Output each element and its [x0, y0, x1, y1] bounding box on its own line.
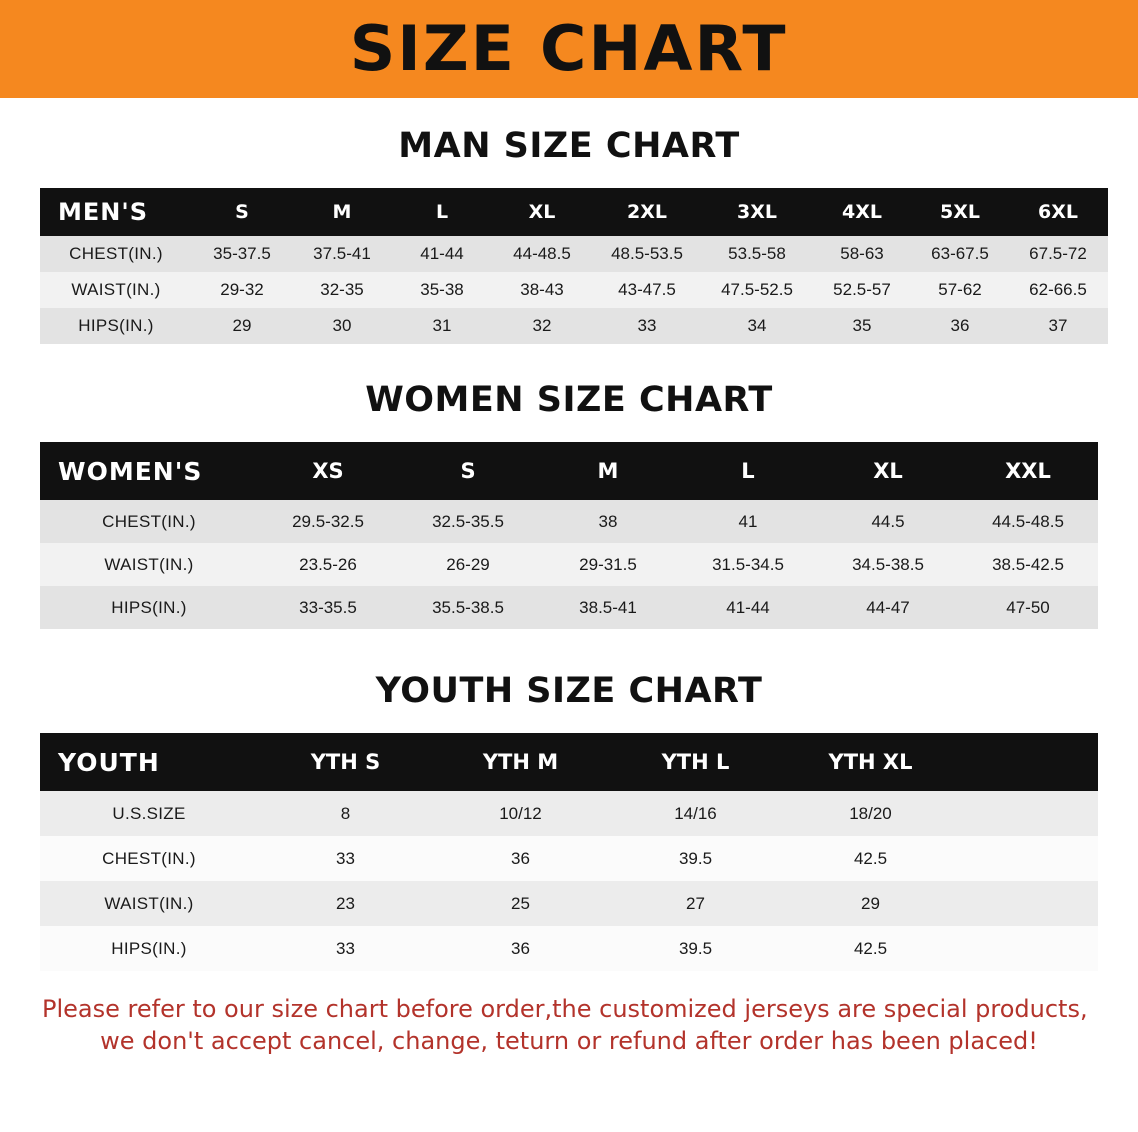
man-header-cell-7: 4XL — [812, 188, 912, 236]
women-cell-2-5: 47-50 — [1006, 597, 1050, 617]
man-header-cell-8: 5XL — [912, 188, 1008, 236]
youth-cell-0-2: 14/16 — [674, 803, 717, 823]
youth-header-cell-4: YTH XL — [783, 733, 958, 791]
man-cell-0-1: 37.5-41 — [313, 244, 371, 263]
table-row — [40, 236, 1108, 272]
youth-cell-0-spacer — [958, 791, 1098, 836]
women-cell-2-0: 33-35.5 — [299, 597, 357, 617]
women-cell-0-2: 38 — [598, 511, 618, 531]
youth-cell-2-3: 29 — [861, 893, 880, 913]
youth-cell-3-1: 36 — [511, 938, 530, 958]
women-cell-1-4: 34.5-38.5 — [852, 554, 924, 574]
women-size-table — [40, 442, 1098, 629]
man-section-title: MAN SIZE CHART — [398, 126, 740, 166]
women-cell-1-5: 38.5-42.5 — [992, 554, 1064, 574]
women-header-cell-2: S — [398, 442, 538, 500]
man-header-cell-0: MEN'S — [40, 188, 192, 236]
man-header-cell-5: 2XL — [592, 188, 702, 236]
man-cell-0-8: 67.5-72 — [1029, 244, 1087, 263]
man-cell-0-7: 63-67.5 — [931, 244, 989, 263]
youth-cell-2-spacer — [958, 881, 1098, 926]
man-cell-0-6: 58-63 — [840, 244, 884, 263]
youth-row-3-label: HIPS(IN.) — [111, 938, 187, 958]
women-cell-0-3: 41 — [738, 511, 758, 531]
man-cell-0-3: 44-48.5 — [513, 244, 571, 263]
man-cell-2-1: 30 — [332, 316, 352, 335]
table-row — [40, 881, 1098, 926]
man-cell-2-4: 33 — [637, 316, 657, 335]
man-row-2-label: HIPS(IN.) — [78, 316, 154, 335]
women-header-cell-0: WOMEN'S — [40, 442, 258, 500]
women-header-cell-4: L — [678, 442, 818, 500]
youth-header-cell-0: YOUTH — [40, 733, 258, 791]
man-row-1-label: WAIST(IN.) — [71, 280, 161, 299]
youth-cell-1-3: 42.5 — [853, 848, 888, 868]
women-row-1-label: WAIST(IN.) — [104, 554, 194, 574]
table-row — [40, 791, 1098, 836]
women-table-header-row — [40, 442, 1098, 500]
women-cell-0-1: 32.5-35.5 — [432, 511, 504, 531]
youth-table-header-row — [40, 733, 1098, 791]
man-cell-1-7: 57-62 — [938, 280, 982, 299]
man-cell-2-6: 35 — [852, 316, 872, 335]
women-header-cell-1: XS — [258, 442, 398, 500]
man-header-cell-1: S — [192, 188, 292, 236]
youth-cell-1-1: 36 — [511, 848, 530, 868]
youth-cell-3-2: 39.5 — [678, 938, 713, 958]
youth-header-cell-3: YTH L — [608, 733, 783, 791]
page-title: SIZE CHART — [350, 12, 788, 85]
youth-table-wrapper — [40, 733, 1098, 971]
women-cell-2-4: 44-47 — [866, 597, 910, 617]
youth-size-table — [40, 733, 1098, 971]
youth-row-0-label: U.S.SIZE — [112, 803, 186, 823]
women-cell-2-1: 35.5-38.5 — [432, 597, 504, 617]
women-row-2-label: HIPS(IN.) — [111, 597, 187, 617]
man-cell-0-0: 35-37.5 — [213, 244, 271, 263]
man-cell-2-8: 37 — [1048, 316, 1068, 335]
youth-cell-2-0: 23 — [336, 893, 355, 913]
table-row — [40, 308, 1108, 344]
youth-row-1-label: CHEST(IN.) — [102, 848, 196, 868]
youth-section-title: YOUTH SIZE CHART — [375, 671, 763, 711]
women-cell-1-3: 31.5-34.5 — [712, 554, 784, 574]
man-cell-1-8: 62-66.5 — [1029, 280, 1087, 299]
women-section-title: WOMEN SIZE CHART — [365, 380, 773, 420]
women-cell-1-0: 23.5-26 — [299, 554, 357, 574]
youth-cell-1-2: 39.5 — [678, 848, 713, 868]
youth-header-cell-1: YTH S — [258, 733, 433, 791]
youth-cell-3-3: 42.5 — [853, 938, 888, 958]
table-row — [40, 543, 1098, 586]
women-cell-2-3: 41-44 — [726, 597, 770, 617]
man-cell-1-3: 38-43 — [520, 280, 564, 299]
youth-cell-0-0: 8 — [340, 803, 351, 823]
youth-header-cell-2: YTH M — [433, 733, 608, 791]
table-row — [40, 272, 1108, 308]
man-cell-0-2: 41-44 — [420, 244, 464, 263]
man-cell-2-2: 31 — [432, 316, 452, 335]
disclaimer-line-1: Please refer to our size chart before order,the customized jerseys are special products, — [42, 995, 1088, 1023]
man-cell-1-6: 52.5-57 — [833, 280, 891, 299]
man-cell-2-0: 29 — [232, 316, 252, 335]
man-cell-1-2: 35-38 — [420, 280, 464, 299]
header-banner — [0, 0, 1138, 98]
disclaimer-note — [42, 993, 1096, 1058]
women-cell-1-2: 29-31.5 — [579, 554, 637, 574]
man-size-table — [40, 188, 1108, 344]
youth-row-2-label: WAIST(IN.) — [104, 893, 194, 913]
man-header-cell-4: XL — [492, 188, 592, 236]
man-row-0-label: CHEST(IN.) — [69, 244, 163, 263]
table-row — [40, 926, 1098, 971]
man-cell-2-7: 36 — [950, 316, 970, 335]
table-row — [40, 500, 1098, 543]
man-cell-0-5: 53.5-58 — [728, 244, 786, 263]
youth-cell-2-2: 27 — [686, 893, 705, 913]
youth-cell-1-0: 33 — [336, 848, 355, 868]
women-header-cell-5: XL — [818, 442, 958, 500]
youth-cell-0-1: 10/12 — [499, 803, 542, 823]
man-header-cell-3: L — [392, 188, 492, 236]
youth-cell-3-0: 33 — [336, 938, 355, 958]
disclaimer-line-2: we don't accept cancel, change, teturn or refund after order has been placed! — [100, 1027, 1038, 1056]
women-header-cell-6: XXL — [958, 442, 1098, 500]
man-table-wrapper — [40, 188, 1098, 344]
youth-cell-1-spacer — [958, 836, 1098, 881]
youth-cell-3-spacer — [958, 926, 1098, 971]
youth-cell-2-1: 25 — [511, 893, 530, 913]
women-cell-0-0: 29.5-32.5 — [292, 511, 364, 531]
women-row-0-label: CHEST(IN.) — [102, 511, 196, 531]
man-header-cell-2: M — [292, 188, 392, 236]
table-row — [40, 586, 1098, 629]
women-cell-0-5: 44.5-48.5 — [992, 511, 1064, 531]
women-cell-0-4: 44.5 — [871, 511, 905, 531]
women-cell-1-1: 26-29 — [446, 554, 490, 574]
man-cell-1-0: 29-32 — [220, 280, 264, 299]
man-header-cell-9: 6XL — [1008, 188, 1108, 236]
youth-header-cell-spacer — [958, 733, 1098, 791]
women-cell-2-2: 38.5-41 — [579, 597, 637, 617]
man-table-header-row — [40, 188, 1108, 236]
man-header-cell-6: 3XL — [702, 188, 812, 236]
man-cell-2-5: 34 — [747, 316, 767, 335]
man-cell-1-1: 32-35 — [320, 280, 364, 299]
women-header-cell-3: M — [538, 442, 678, 500]
man-cell-2-3: 32 — [532, 316, 552, 335]
man-cell-1-5: 47.5-52.5 — [721, 280, 793, 299]
youth-cell-0-3: 18/20 — [849, 803, 892, 823]
man-cell-1-4: 43-47.5 — [618, 280, 676, 299]
women-table-wrapper — [40, 442, 1098, 629]
table-row — [40, 836, 1098, 881]
man-cell-0-4: 48.5-53.5 — [611, 244, 683, 263]
